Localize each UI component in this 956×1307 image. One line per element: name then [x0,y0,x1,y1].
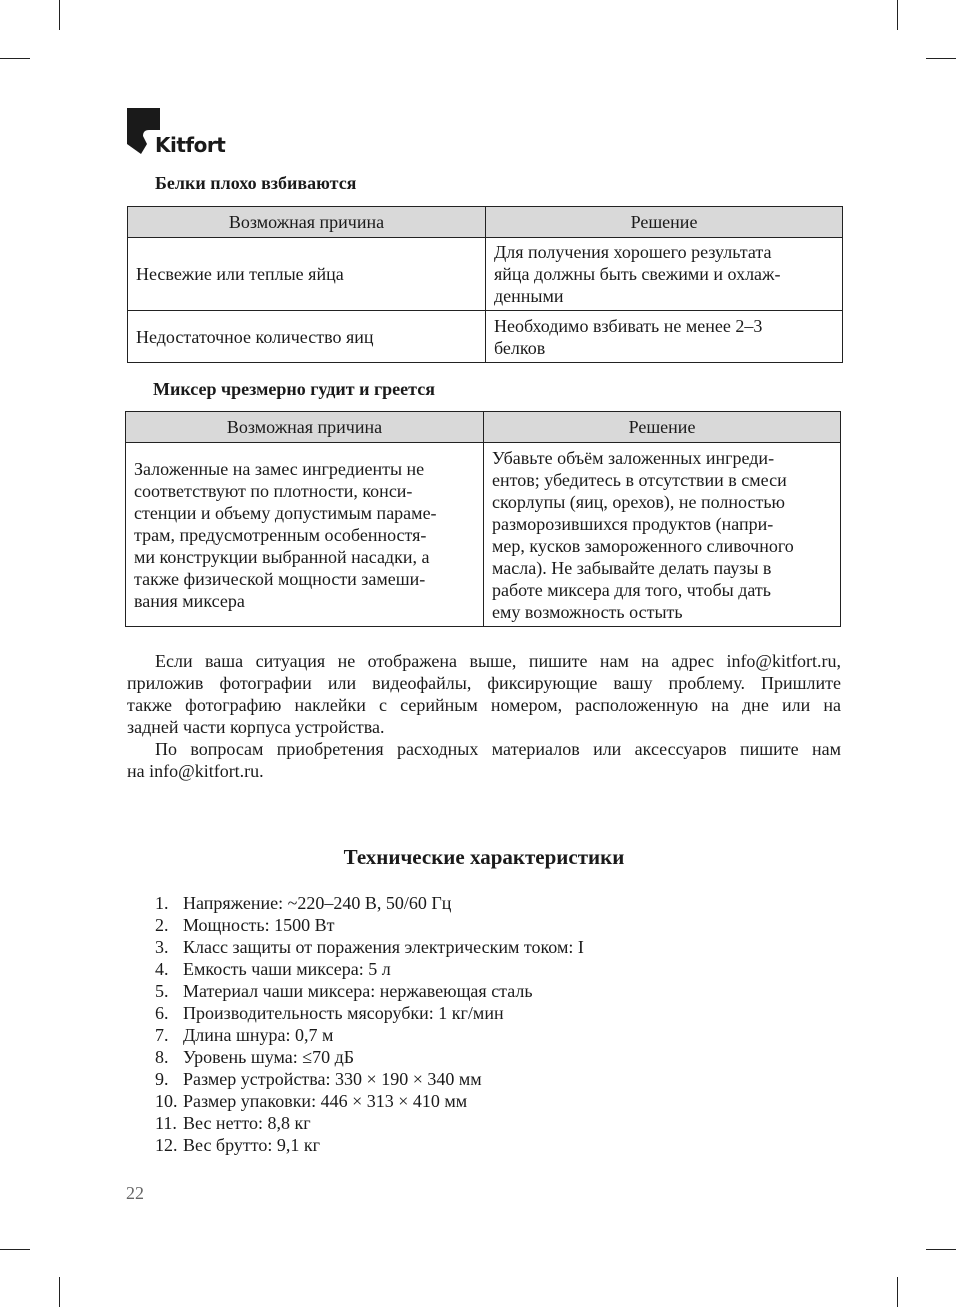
troubleshoot-table [125,411,841,627]
paragraph-line: приложив фотографии или видеофайлы, фиксирующие вашу проблему. Пришлите [127,673,841,693]
crop-mark [0,58,30,59]
cause-cell: Несвежие или теплые яйца [128,238,486,311]
spec-item: Напряжение: ~220–240 В, 50/60 Гц [183,893,452,913]
column-header: Решение [484,412,841,443]
spec-item: Вес нетто: 8,8 кг [183,1113,311,1133]
section-title: Белки плохо взбиваются [155,173,357,193]
spec-number: 11. [155,1113,177,1133]
crop-mark [0,1249,30,1250]
table-row [126,443,841,627]
spec-number: 4. [155,959,169,979]
solution-cell: Для получения хорошего результата яйца должны быть свежими и охлаж- денными [486,238,843,311]
cause-cell: Заложенные на замес ингредиенты не соответствуют по плотности, конси- стенции и объему допустимым параме- трам, предусмотренным особенностя- ми конструкции выбранной насадки, а также физической мощности замеши- вания миксера [126,443,484,627]
spec-number: 5. [155,981,169,1001]
spec-number: 9. [155,1069,169,1089]
troubleshoot-table [127,206,843,363]
page-number: 22 [126,1183,144,1203]
spec-number: 8. [155,1047,169,1067]
spec-item: Материал чаши миксера: нержавеющая сталь [183,981,533,1001]
spec-number: 10. [155,1091,178,1111]
cause-cell: Недостаточное количество яиц [128,311,486,363]
spec-number: 3. [155,937,169,957]
crop-mark [897,1277,898,1307]
paragraph-line: По вопросам приобретения расходных материалов или аксессуаров пишите нам [155,739,841,759]
spec-item: Мощность: 1500 Вт [183,915,335,935]
spec-number: 1. [155,893,169,913]
spec-item: Длина шнура: 0,7 м [183,1025,334,1045]
column-header: Возможная причина [126,412,484,443]
solution-cell: Убавьте объём заложенных ингреди- ентов; убедитесь в отсутствии в смеси скорлупы (яиц, орехов), не полностью разморозившихся продуктов (напри- мер, кусков замороженного сливочного масла). Не забывайте делать паузы в работе миксера для того, чтобы дать ему возможность остыть [484,443,841,627]
crop-mark [926,1249,956,1250]
spec-item: Размер упаковки: 446 × 313 × 410 мм [183,1091,468,1111]
section-title: Миксер чрезмерно гудит и греется [153,379,435,399]
spec-item: Емкость чаши миксера: 5 л [183,959,391,979]
table-row [128,311,843,363]
column-header: Решение [486,207,843,238]
spec-number: 2. [155,915,169,935]
crop-mark [926,58,956,59]
spec-item: Класс защиты от поражения электрическим током: I [183,937,584,957]
crop-mark [59,0,60,30]
logo-text: Kitfort [155,133,226,157]
spec-item: Размер устройства: 330 × 190 × 340 мм [183,1069,482,1089]
paragraph-line: также фотографию наклейки с серийным номером, расположенную на дне или на [127,695,841,715]
column-header: Возможная причина [128,207,486,238]
kitfort-logo [125,108,225,158]
spec-number: 7. [155,1025,169,1045]
paragraph-line: задней части корпуса устройства. [127,717,385,737]
spec-item: Вес брутто: 9,1 кг [183,1135,320,1155]
spec-item: Производительность мясорубки: 1 кг/мин [183,1003,504,1023]
spec-number: 12. [155,1135,178,1155]
specs-title: Технические характеристики [343,845,625,869]
paragraph-line: Если ваша ситуация не отображена выше, пишите нам на адрес info@kitfort.ru, [155,651,841,671]
spec-item: Уровень шума: ≤70 дБ [183,1047,355,1067]
paragraph-line: на info@kitfort.ru. [127,761,264,781]
crop-mark [897,0,898,30]
spec-number: 6. [155,1003,169,1023]
solution-cell: Необходимо взбивать не менее 2–3 белков [486,311,843,363]
crop-mark [59,1277,60,1307]
table-row [128,238,843,311]
